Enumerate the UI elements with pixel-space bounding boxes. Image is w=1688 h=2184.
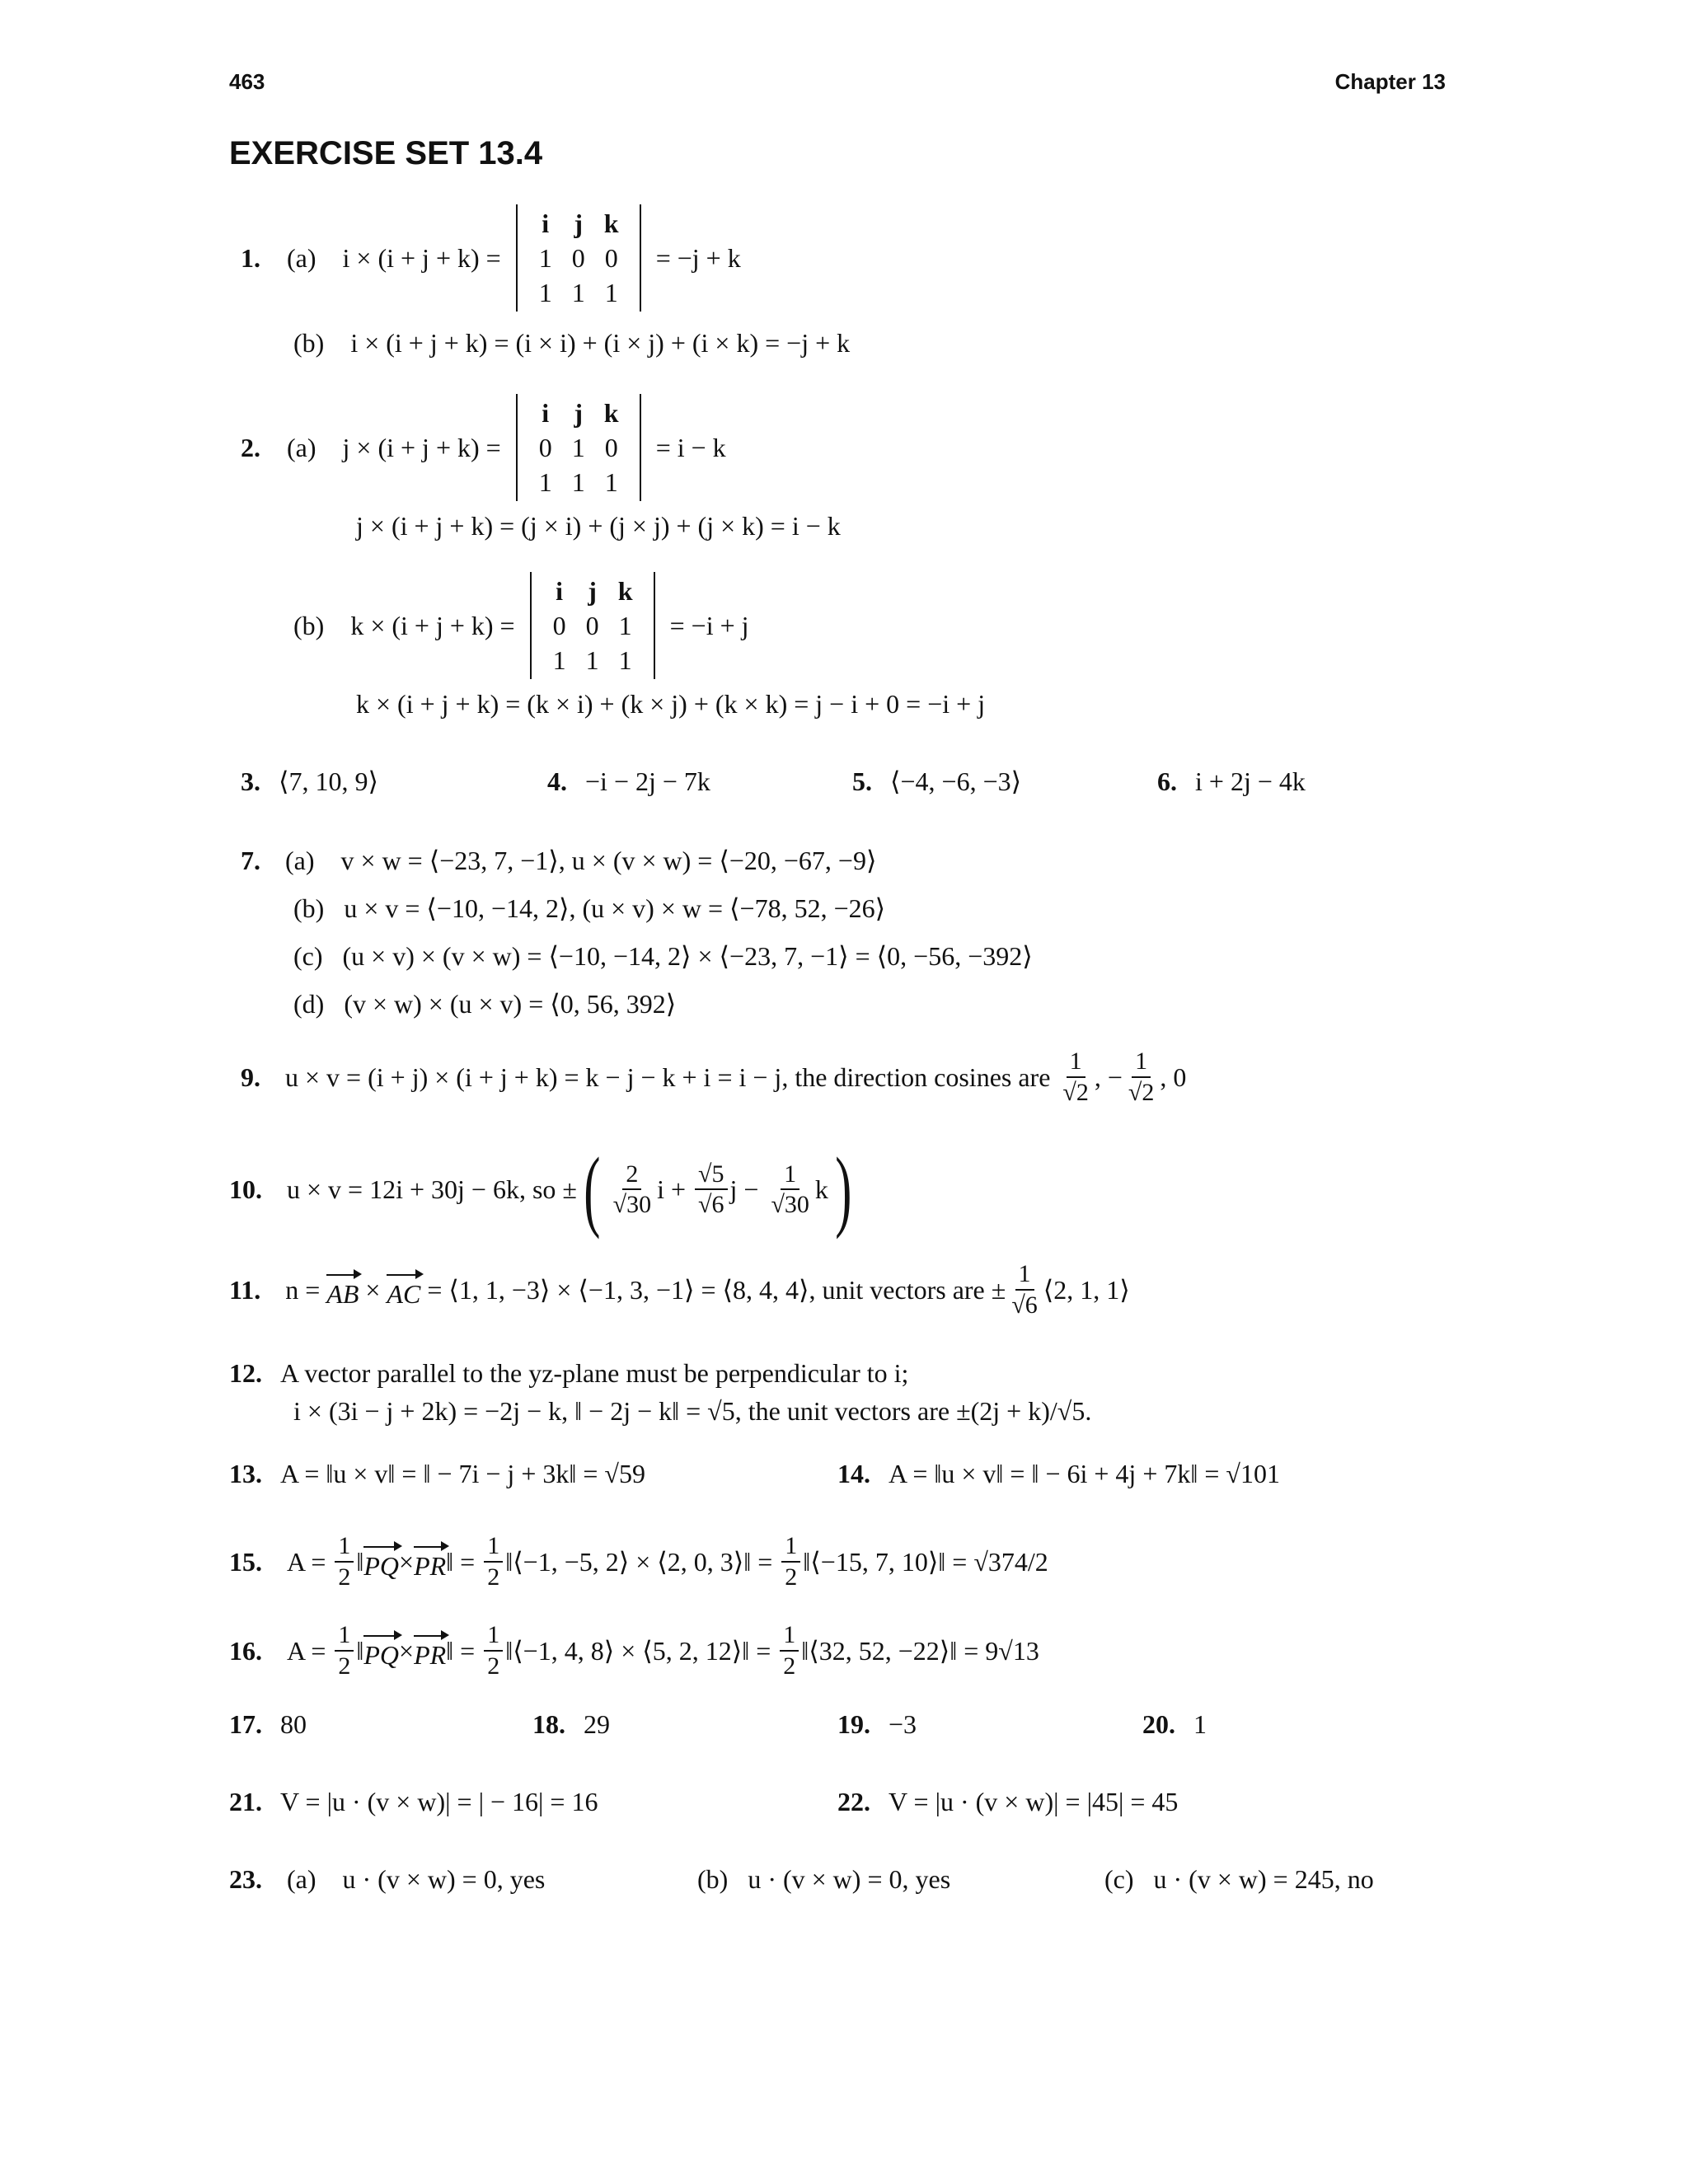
determinant-2a: i j k 0 1 0 1 1 1 [516, 394, 641, 501]
exercise-23a: 23. (a) u · (v × w) = 0, yes [229, 1864, 546, 1894]
exercise-1a: 1. (a) i × (i + j + k) = i j k 1 0 0 1 1 1 = −j + k [241, 204, 741, 312]
exercise-18: 18. 29 [532, 1709, 610, 1739]
exercise-22: 22. V = |u · (v × w)| = |45| = 45 [837, 1787, 1179, 1816]
exercise-17: 17. 80 [229, 1709, 307, 1739]
exercise-12-line1: 12. A vector parallel to the yz-plane must be perpendicular to i; [229, 1358, 909, 1388]
exercise-9: 9. u × v = (i + j) × (i + j + k) = k − j − k + i = i − j, the direction cosines are $\frac{1}{√2}$ , − $\frac{1}{√2}$ , 0 [241, 1047, 1187, 1106]
exercise-11: 11. n = AB × AC = ⟨1, 1, −3⟩ × ⟨−1, 3, −1⟩ = ⟨8, 4, 4⟩, unit vectors are ± $\frac{1}{√6}$ ⟨2, 1, 1⟩ [229, 1260, 1130, 1319]
determinant-2b: i j k 0 0 1 1 1 1 [530, 572, 655, 679]
exercise-7d: (d) (v × w) × (u × v) = ⟨0, 56, 392⟩ [293, 989, 677, 1019]
exercise-13: 13. A = ‖u × v‖ = ‖ − 7i − j + 3k‖ = √59 [229, 1459, 645, 1488]
exercise-5: 5. ⟨−4, −6, −3⟩ [852, 766, 1022, 796]
exercise-2a-expansion: j × (i + j + k) = (j × i) + (j × j) + (j × k) = i − k [356, 511, 841, 541]
exercise-7c: (c) (u × v) × (v × w) = ⟨−10, −14, 2⟩ × ⟨−23, 7, −1⟩ = ⟨0, −56, −392⟩ [293, 941, 1033, 971]
exercise-10: 10. u × v = 12i + 30j − 6k, so ± ( $\frac{2}{√30}$ i + $\frac{√5}{√6}$ j − $\frac{1}{√30}$ k ) [229, 1139, 852, 1240]
exercise-set-title: EXERCISE SET 13.4 [229, 135, 543, 171]
exercise-23b: (b) u · (v × w) = 0, yes [697, 1864, 951, 1894]
exercise-15: 15. A = $\frac{1}{2}$ ‖PQ×PR‖ = $\frac{1}{2}$ ‖⟨−1, −5, 2⟩ × ⟨2, 0, 3⟩‖ = $\frac{1}{2}$ ‖⟨−15, 7, 10⟩‖ = √374/2 [229, 1532, 1048, 1591]
exercise-1b: (b) i × (i + j + k) = (i × i) + (i × j) + (i × k) = −j + k [293, 328, 851, 358]
exercise-16: 16. A = $\frac{1}{2}$ ‖PQ×PR‖ = $\frac{1}{2}$ ‖⟨−1, 4, 8⟩ × ⟨5, 2, 12⟩‖ = $\frac{1}{2}$ ‖⟨32, 52, −22⟩‖ = 9√13 [229, 1621, 1039, 1680]
exercise-21: 21. V = |u · (v × w)| = | − 16| = 16 [229, 1787, 598, 1816]
vector-ab: AB [326, 1272, 359, 1307]
exercise-7b: (b) u × v = ⟨−10, −14, 2⟩, (u × v) × w = ⟨−78, 52, −26⟩ [293, 893, 886, 923]
determinant-1a: i j k 1 0 0 1 1 1 [516, 204, 641, 312]
exercise-4: 4. −i − 2j − 7k [547, 766, 710, 796]
exercise-19: 19. −3 [837, 1709, 917, 1739]
exercise-3: 3. ⟨7, 10, 9⟩ [241, 766, 378, 796]
exercise-20: 20. 1 [1142, 1709, 1207, 1739]
chapter-label: Chapter 13 [1334, 69, 1446, 94]
exercise-6: 6. i + 2j − 4k [1157, 766, 1306, 796]
exercise-7a: 7. (a) v × w = ⟨−23, 7, −1⟩, u × (v × w) = ⟨−20, −67, −9⟩ [241, 846, 877, 875]
exercise-2b-expansion: k × (i + j + k) = (k × i) + (k × j) + (k × k) = j − i + 0 = −i + j [356, 689, 986, 719]
exercise-2a: 2. (a) j × (i + j + k) = i j k 0 1 0 1 1 1 = i − k [241, 394, 726, 501]
exercise-23c: (c) u · (v × w) = 245, no [1104, 1864, 1374, 1894]
page-number: 463 [229, 69, 265, 94]
exercise-2b: (b) k × (i + j + k) = i j k 0 0 1 1 1 1 = −i + j [293, 572, 749, 679]
exercise-12-line2: i × (3i − j + 2k) = −2j − k, ‖ − 2j − k‖ = √5, the unit vectors are ±(2j + k)/√5. [293, 1396, 1092, 1426]
vector-ac: AC [387, 1272, 420, 1307]
exercise-14: 14. A = ‖u × v‖ = ‖ − 6i + 4j + 7k‖ = √101 [837, 1459, 1280, 1488]
